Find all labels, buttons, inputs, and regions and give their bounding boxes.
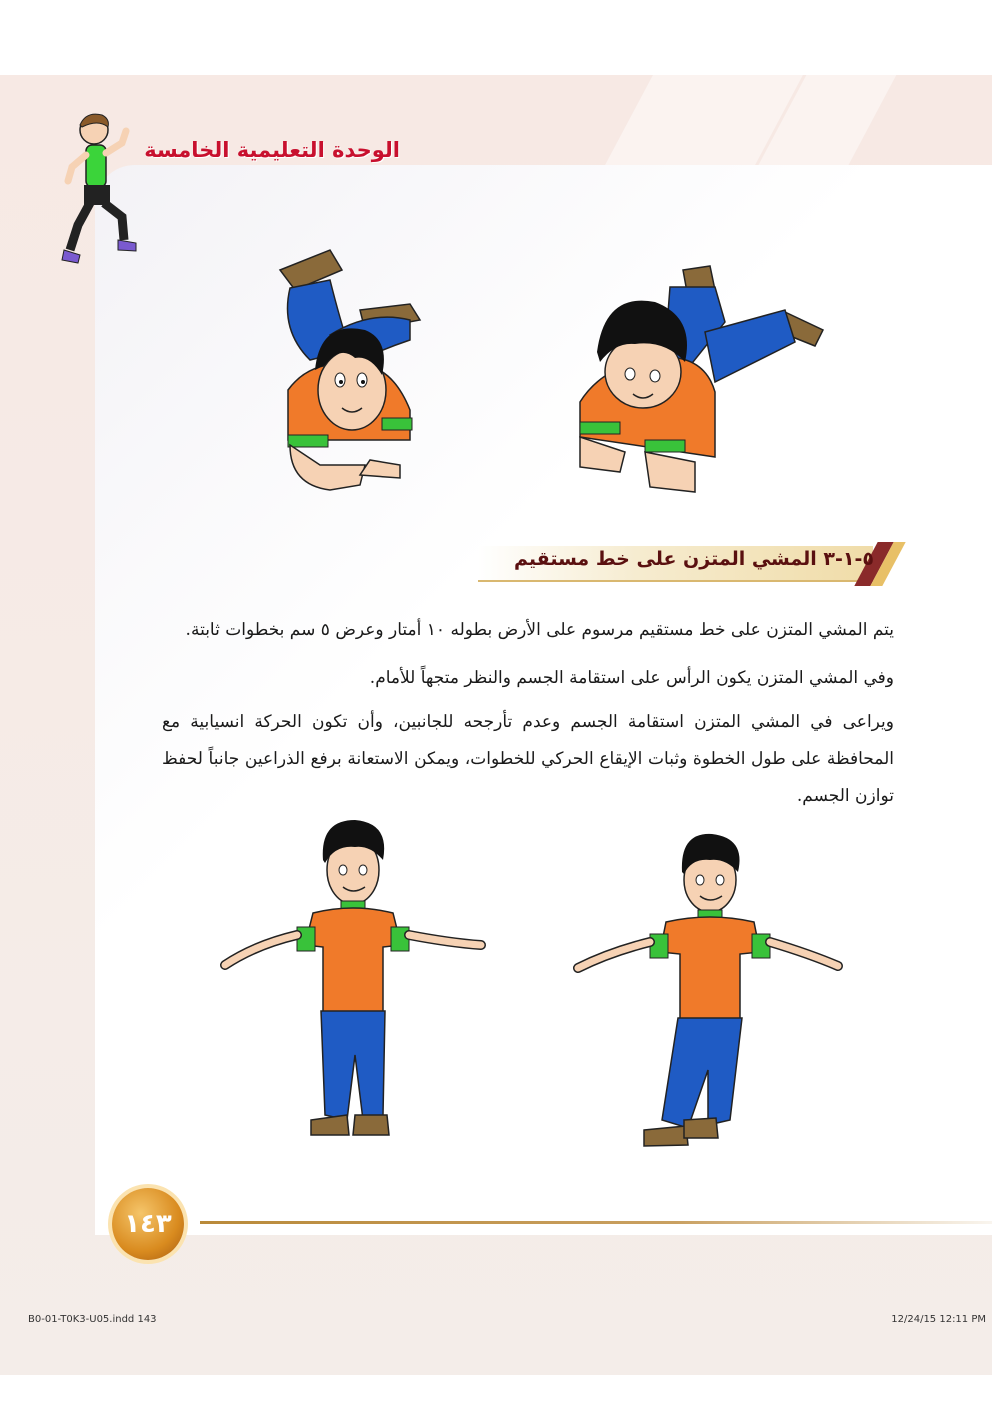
paragraph-3: ويراعى في المشي المتزن استقامة الجسم وعدم تأرجحه للجانبين، وأن تكون الحركة انسيابية مع المحافظة على طول الخطوة وثبات الإيقاع الحركي للخطوات، ويمكن الاستعانة برفع الذراعين جانباً لحفظ توازن الجسم. bbox=[162, 712, 894, 806]
paragraph-2: وفي المشي المتزن يكون الرأس على استقامة الجسم والنظر متجهاً للأمام. bbox=[369, 668, 894, 688]
runner-mascot-illustration bbox=[52, 105, 147, 275]
print-slug-filename: B0-01-T0K3-U05.indd 143 bbox=[28, 1314, 157, 1325]
page-number-badge bbox=[112, 1188, 184, 1260]
boy-standing-arms-out-left bbox=[215, 815, 495, 1160]
boy-lying-figure-left bbox=[270, 240, 430, 510]
page-number: ١٤٣ bbox=[124, 1209, 172, 1239]
section-heading-banner bbox=[478, 542, 898, 586]
section-title: ٥-١-٣ المشي المتزن على خط مستقيم bbox=[514, 548, 874, 570]
boy-lying-figure-right bbox=[575, 262, 835, 497]
boy-standing-arms-out-right bbox=[570, 830, 845, 1160]
footer-rule bbox=[200, 1221, 992, 1224]
unit-title: الوحدة التعليمية الخامسة bbox=[144, 138, 400, 162]
paragraph-1: يتم المشي المتزن على خط مستقيم مرسوم على الأرض بطوله ١٠ أمتار وعرض ٥ سم بخطوات ثابتة. bbox=[185, 620, 894, 640]
print-slug-timestamp: 12/24/15 12:11 PM bbox=[891, 1314, 986, 1325]
